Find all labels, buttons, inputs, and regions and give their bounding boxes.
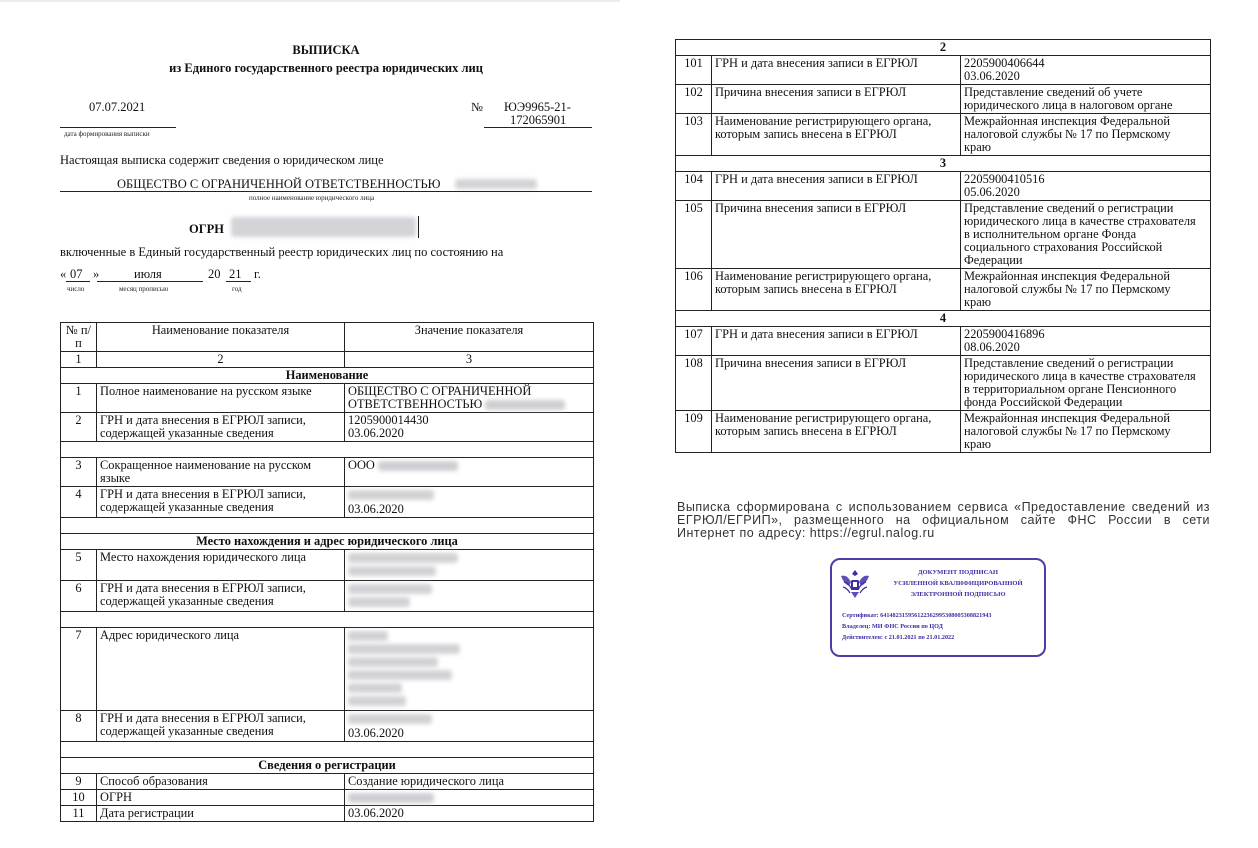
stamp-certificate: Сертификат: 641482315956122362995308005308821943 [842, 612, 992, 619]
table-row [676, 56, 1211, 85]
row-value [345, 790, 594, 806]
section-row [61, 534, 594, 550]
row-number: 106 [676, 269, 712, 311]
section-row [61, 758, 594, 774]
spacer-row [61, 442, 594, 458]
day-underline [66, 281, 90, 282]
label-line: Наименование регистрирующего органа, [715, 411, 932, 425]
table-row [61, 384, 594, 413]
value-line: 2205900416896 [964, 327, 1045, 341]
redacted-value [348, 553, 458, 563]
row-label [97, 458, 345, 487]
table-row [61, 413, 594, 442]
extract-page-2 [636, 0, 1258, 848]
group-number: 4 [676, 311, 1211, 327]
value-line: 08.06.2020 [964, 340, 1020, 354]
row-value: Создание юридического лица [345, 774, 594, 790]
value-line: краю [964, 295, 991, 309]
value-line: юридического лица в качестве страхователя [964, 369, 1196, 383]
value-line: Межрайонная инспекция Федеральной [964, 114, 1170, 128]
company-full-name: ОБЩЕСТВО С ОГРАНИЧЕННОЙ ОТВЕТСТВЕННОСТЬЮ [117, 177, 441, 191]
table-row [61, 581, 594, 612]
value-line: краю [964, 140, 991, 154]
table-row [61, 774, 594, 790]
stamp-line-3: ЭЛЕКТРОННОЙ ПОДПИСЬЮ [910, 591, 1006, 598]
value-line: Федерации [964, 253, 1023, 267]
row-number: 102 [676, 85, 712, 114]
row-value [961, 85, 1211, 114]
row-label [712, 114, 961, 156]
year-prefix: 20 [208, 267, 221, 281]
value-line: социального страхования Российской [964, 240, 1163, 254]
row-label [712, 269, 961, 311]
quote-close: » [93, 267, 100, 281]
value-line: ООО [348, 458, 375, 472]
value-line: фонда Российской Федерации [964, 395, 1123, 409]
label-line: ГРН и дата внесения в ЕГРЮЛ записи, [100, 487, 306, 501]
registry-table-records [675, 39, 1211, 453]
label-line: ГРН и дата внесения в ЕГРЮЛ записи, [100, 581, 306, 595]
row-label: Адрес юридического лица [97, 628, 345, 711]
group-row [676, 40, 1211, 56]
row-label [97, 711, 345, 742]
row-value [345, 711, 594, 742]
table-row [676, 85, 1211, 114]
row-value [961, 269, 1211, 311]
table-row [61, 458, 594, 487]
section-registration: Сведения о регистрации [61, 758, 594, 774]
label-line: Наименование регистрирующего органа, [715, 114, 932, 128]
redacted-value [348, 584, 432, 594]
value-line: ОБЩЕСТВО С ОГРАНИЧЕННОЙ [348, 384, 532, 398]
value-line: Представление сведений об учете [964, 85, 1143, 99]
date-underline [60, 127, 176, 128]
double-eagle-emblem-icon [837, 566, 873, 602]
row-number: 105 [676, 201, 712, 269]
row-label: Способ образования [97, 774, 345, 790]
row-value [345, 550, 594, 581]
document-subtitle: из Единого государственного реестра юридических лиц [169, 61, 483, 75]
row-value [961, 411, 1211, 453]
value-line: 03.06.2020 [348, 502, 404, 516]
section-address: Место нахождения и адрес юридического лица [61, 534, 594, 550]
spacer-row [61, 742, 594, 758]
ogrn-label: ОГРН [189, 222, 225, 236]
year-caption: год [232, 285, 242, 293]
spacer-cell [61, 518, 594, 534]
row-value [345, 628, 594, 711]
redacted-value [348, 657, 438, 667]
value-line: 03.06.2020 [964, 69, 1020, 83]
row-value [961, 327, 1211, 356]
value-line: юридического лица в налоговом органе [964, 98, 1173, 112]
table-row [676, 172, 1211, 201]
table-row [61, 806, 594, 822]
redacted-value [348, 644, 460, 654]
table-row [61, 790, 594, 806]
row-value [345, 384, 594, 413]
row-number: 9 [61, 774, 97, 790]
stamp-line-1: ДОКУМЕНТ ПОДПИСАН [918, 569, 998, 576]
row-label: Дата регистрации [97, 806, 345, 822]
number-underline [484, 127, 592, 128]
row-value [961, 172, 1211, 201]
row-number: 6 [61, 581, 97, 612]
extract-number-line2: 172065901 [510, 113, 567, 127]
stamp-validity: Действителен: с 21.01.2021 по 21.01.2022 [842, 634, 955, 641]
date-caption: дата формирования выписки [64, 130, 150, 138]
value-line: Представление сведений о регистрации [964, 356, 1174, 370]
stamp-line-2: УСИЛЕННОЙ КВАЛИФИЦИРОВАННОЙ [893, 580, 1023, 587]
row-label: Полное наименование на русском языке [97, 384, 345, 413]
table-header-row [61, 323, 594, 352]
row-label [97, 581, 345, 612]
table-row [676, 114, 1211, 156]
row-number: 104 [676, 172, 712, 201]
table-row [61, 711, 594, 742]
row-label: ОГРН [97, 790, 345, 806]
row-value [961, 201, 1211, 269]
month-underline [97, 281, 203, 282]
row-number: 2 [61, 413, 97, 442]
row-value: 03.06.2020 [345, 806, 594, 822]
registry-table-main [60, 322, 594, 822]
value-line: 2205900406644 [964, 56, 1045, 70]
row-label: Место нахождения юридического лица [97, 550, 345, 581]
redacted-value [348, 670, 452, 680]
section-row [61, 368, 594, 384]
row-value [345, 487, 594, 518]
table-row [676, 356, 1211, 411]
table-row [676, 411, 1211, 453]
electronic-signature-stamp [830, 558, 1046, 657]
table-row [676, 269, 1211, 311]
label-line: ГРН и дата внесения в ЕГРЮЛ записи, [100, 413, 306, 427]
spacer-cell [61, 742, 594, 758]
value-line: налоговой службы № 17 по Пермскому [964, 282, 1171, 296]
label-line: содержащей указанные сведения [100, 426, 274, 440]
row-number: 109 [676, 411, 712, 453]
date-month: июля [134, 267, 162, 281]
spacer-cell [61, 442, 594, 458]
value-line: 03.06.2020 [348, 426, 404, 440]
value-line: Представление сведений о регистрации [964, 201, 1174, 215]
group-row [676, 311, 1211, 327]
row-value [345, 413, 594, 442]
subheader-2: 2 [97, 352, 345, 368]
subheader-3: 3 [345, 352, 594, 368]
table-row [61, 628, 594, 711]
header-value: Значение показателя [345, 323, 594, 352]
company-caption: полное наименование юридического лица [249, 194, 375, 202]
row-label: Причина внесения записи в ЕГРЮЛ [712, 201, 961, 269]
spacer-row [61, 518, 594, 534]
label-line: Наименование регистрирующего органа, [715, 269, 932, 283]
label-line: которым запись внесена в ЕГРЮЛ [715, 282, 897, 296]
value-line: ОТВЕТСТВЕННОСТЬЮ [348, 397, 483, 411]
label-line: ГРН и дата внесения в ЕГРЮЛ записи, [100, 711, 306, 725]
table-row [61, 487, 594, 518]
header-number: № п/п [61, 323, 97, 352]
label-line: содержащей указанные сведения [100, 594, 274, 608]
row-label: Причина внесения записи в ЕГРЮЛ [712, 356, 961, 411]
formation-date: 07.07.2021 [89, 100, 146, 114]
extract-page-1 [0, 0, 620, 848]
year-underline [226, 281, 251, 282]
row-number: 11 [61, 806, 97, 822]
spacer-row [61, 612, 594, 628]
redacted-value [348, 793, 434, 803]
row-number: 10 [61, 790, 97, 806]
subheader-1: 1 [61, 352, 97, 368]
day-caption: число [67, 285, 85, 293]
value-line: юридического лица в качестве страхователя [964, 214, 1196, 228]
redacted-company-name [455, 179, 537, 189]
value-line: 03.06.2020 [348, 726, 404, 740]
quote-open: « [60, 267, 67, 281]
row-number: 1 [61, 384, 97, 413]
redacted-value [378, 461, 458, 471]
redacted-ogrn [231, 217, 416, 237]
table-row [676, 201, 1211, 269]
value-line: 1205900014430 [348, 413, 429, 427]
value-line: в территориальном органе Пенсионного [964, 382, 1177, 396]
row-value [345, 581, 594, 612]
table-row [676, 327, 1211, 356]
row-number: 5 [61, 550, 97, 581]
included-text: включенные в Единый государственный реестр юридических лиц по состоянию на [60, 245, 504, 259]
stamp-owner: Владелец: МИ ФНС России по ЦОД [842, 623, 943, 630]
row-label: ГРН и дата внесения записи в ЕГРЮЛ [712, 56, 961, 85]
year-g: г. [254, 267, 261, 281]
label-line: которым запись внесена в ЕГРЮЛ [715, 127, 897, 141]
row-label: ГРН и дата внесения записи в ЕГРЮЛ [712, 327, 961, 356]
redacted-value [485, 400, 565, 410]
redacted-value [348, 696, 406, 706]
row-number: 101 [676, 56, 712, 85]
value-line: налоговой службы № 17 по Пермскому [964, 127, 1171, 141]
row-label [97, 487, 345, 518]
row-number: 7 [61, 628, 97, 711]
label-line: содержащей указанные сведения [100, 724, 274, 738]
redacted-value [348, 683, 402, 693]
company-underline [60, 191, 592, 192]
page-top-edge [0, 0, 620, 2]
row-label [97, 413, 345, 442]
table-subheader-row [61, 352, 594, 368]
label-line: Сокращенное наименование на русском [100, 458, 312, 472]
row-number: 3 [61, 458, 97, 487]
date-day: 07 [70, 267, 83, 281]
row-label: ГРН и дата внесения записи в ЕГРЮЛ [712, 172, 961, 201]
value-line: краю [964, 437, 991, 451]
row-value [345, 458, 594, 487]
value-line: Межрайонная инспекция Федеральной [964, 269, 1170, 283]
extract-number-line1: ЮЭ9965-21- [504, 100, 571, 114]
label-line: языке [100, 471, 131, 485]
label-line: содержащей указанные сведения [100, 500, 274, 514]
row-number: 4 [61, 487, 97, 518]
row-value [961, 356, 1211, 411]
section-naming: Наименование [61, 368, 594, 384]
header-indicator: Наименование показателя [97, 323, 345, 352]
group-number: 3 [676, 156, 1211, 172]
service-footnote: Выписка сформирована с использованием сервиса «Предоставление сведений из ЕГРЮЛ/ЕГРИП», размещенного на официальном сайте ФНС России в сети Интернет по адресу: https://egrul.nalog.ru [677, 500, 1210, 540]
value-line: Межрайонная инспекция Федеральной [964, 411, 1170, 425]
document-title: ВЫПИСКА [292, 43, 360, 57]
label-line: которым запись внесена в ЕГРЮЛ [715, 424, 897, 438]
row-label [712, 411, 961, 453]
redacted-value [348, 714, 432, 724]
ogrn-box-edge [418, 216, 419, 238]
number-sign: № [471, 100, 483, 114]
redacted-value [348, 566, 436, 576]
intro-text: Настоящая выписка содержит сведения о юридическом лице [60, 153, 384, 167]
row-number: 107 [676, 327, 712, 356]
spacer-cell [61, 612, 594, 628]
row-label: Причина внесения записи в ЕГРЮЛ [712, 85, 961, 114]
value-line: в исполнительном органе Фонда [964, 227, 1137, 241]
group-row [676, 156, 1211, 172]
redacted-value [348, 490, 434, 500]
row-number: 103 [676, 114, 712, 156]
row-value [961, 114, 1211, 156]
redacted-value [348, 597, 410, 607]
value-line: 05.06.2020 [964, 185, 1020, 199]
group-number: 2 [676, 40, 1211, 56]
year-suffix: 21 [229, 267, 242, 281]
table-row [61, 550, 594, 581]
row-value [961, 56, 1211, 85]
row-number: 8 [61, 711, 97, 742]
value-line: налоговой службы № 17 по Пермскому [964, 424, 1171, 438]
row-number: 108 [676, 356, 712, 411]
month-caption: месяц прописью [119, 285, 169, 293]
redacted-value [348, 631, 388, 641]
value-line: 2205900410516 [964, 172, 1045, 186]
